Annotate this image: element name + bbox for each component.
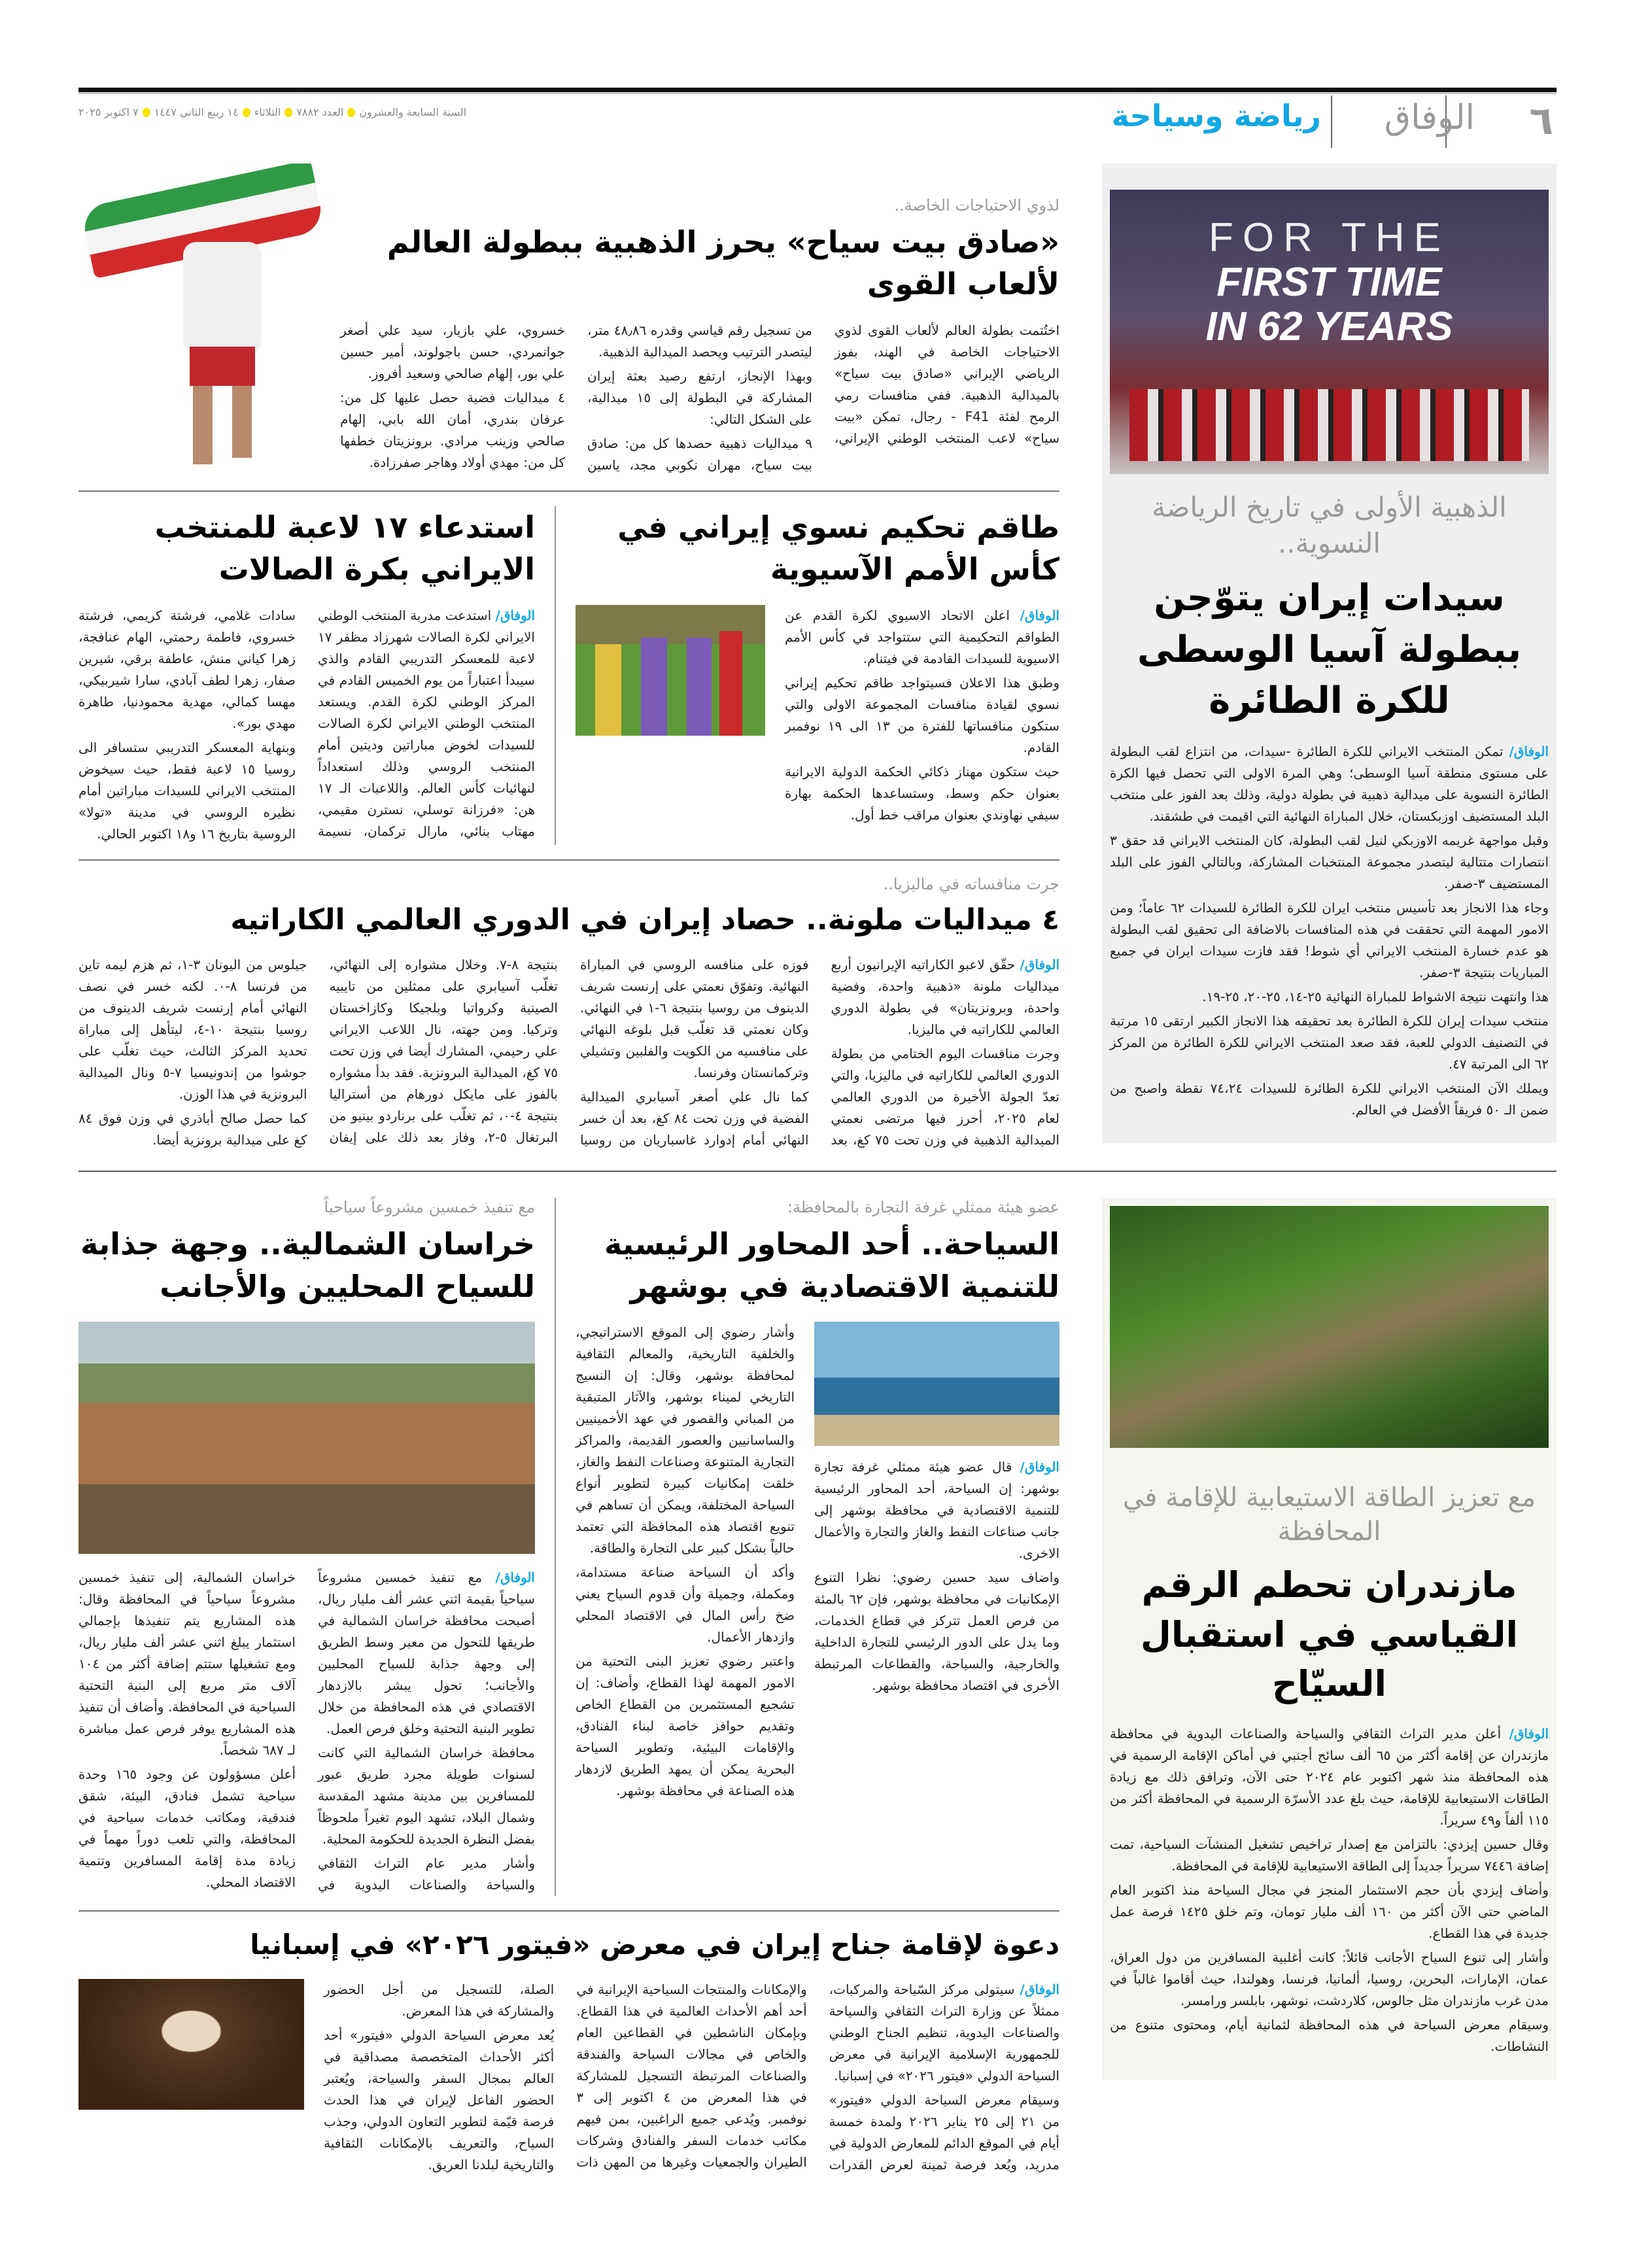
volleyball-headline: سيدات إيران يتوّجن ببطولة آسيا الوسطى للكرة الطائرة <box>1137 577 1522 722</box>
source-tag: الوفاق/ <box>1020 607 1059 623</box>
referees-headline: طاقم تحكيم نسوي إيراني في كأس الأمم الآسيوية <box>617 509 1059 587</box>
fitur-headline: دعوة لإقامة جناح إيران في معرض «فيتور ٢٠٢٦» في إسبانيا <box>250 1928 1059 1961</box>
page-number: ٦ <box>1529 98 1553 144</box>
bushehr-content <box>576 1322 1059 1804</box>
paragraph: وسيقام معرض السياحة الدولي «فيتور» من ٢١ إلى ٢٥ يناير ٢٠٢٦ ولمدة خمسة أيام في الموقع الدائم للمعارض الدولية في مدريد، ويُعد فرصة ثمينة لعرض القدرات والإمكانات والمنتجات السياحية الإيرانية في أحد أهم الأحداث العالمية في هذا القطاع. وبإمكان الناشطين في القطاعين العام والخاص في مجالات السياحة والفندقة والصناعات المرتبطة التسجيل للمشاركة في هذا المعرض من ٤ اكتوبر إلى ٣ نوفمبر. ويُدعى جميع الراغبين، بمن فيهم مكاتب خدمات السفر والفنادق وشركات الطيران والجمعيات وغيرها من المهن ذات الصلة، للتسجيل من أجل الحضور والمشاركة في هذا المعرض. <box>324 1981 1060 2173</box>
athletics-article <box>78 163 1059 476</box>
paragraph: وقال حسين إيزدي: بالتزامن مع إصدار تراخيص تشغيل المنشآت السياحية، تمت إضافة ٧٤٤٦ سريراً جديداً إلى الطاقة الاستيعابية للإقامة في المحافظة. <box>1110 1836 1549 1874</box>
karate-headline: ٤ ميداليات ملونة.. حصاد إيران في الدوري العالمي الكاراتيه <box>230 902 1059 936</box>
column-divider <box>555 506 556 845</box>
mazandaran-kicker: مع تعزيز الطاقة الاستيعابية للإقامة في المحافظة <box>1122 1483 1536 1547</box>
bushehr-kicker: عضو هيئة ممثلي غرفة التجارة بالمحافظة: <box>787 1198 1059 1217</box>
divider <box>78 859 1059 861</box>
referees-body <box>785 605 1059 829</box>
paragraph: اعلن الاتحاد الاسيوي لكرة القدم عن الطواقم التحكيمية التي ستتواجد في كأس الأمم الاسيوية للسيدات القادمة في فيتنام. <box>785 607 1059 666</box>
paragraph: اختُتمت بطولة العالم لألعاب القوى لذوي الاحتياجات الخاصة في الهند، بفوز الرياضي الإيراني «صادق بيت سياح» بالميدالية الذهبية. ففي منافسات رمي الرمح لفئة F41 - رجال، تمكن «بيت سياح» لاعب المنتخب الوطني الإيراني، من تسجيل رقم قياسي وقدره ٤٨٫٨٦ متر، ليتصدر الترتيب ويحصد الميدالية الذهبية. <box>587 322 1059 446</box>
mazandaran-body <box>1110 1723 1549 2057</box>
paragraph: وسيقام معرض السياحة في هذه المحافظة لثمانية أيام، ومحتوى متنوع من النشاطات. <box>1110 2016 1549 2054</box>
sports-section <box>78 163 1557 1151</box>
referees-content <box>576 605 1059 829</box>
section-title: رياضة وسياحة <box>1111 98 1321 133</box>
paragraph: أعلن مسؤولون عن وجود ١٦٥ وحدة سياحية تشمل فنادق، البيئة، شقق فندقية، ومكاتب خدمات سياحية في المحافظة، والتي تلعب دوراً مهماً في زيادة مدة إقامة المسافرين وتنمية الاقتصاد المحلي. <box>78 1766 296 1890</box>
paragraph: وبهذا الإنجاز، ارتفع رصيد بعثة إيران المشاركة في البطولة إلى ١٥ ميدالية، على الشكل التالي: <box>587 368 812 427</box>
source-tag: الوفاق/ <box>495 607 536 623</box>
page-content <box>78 0 1557 2215</box>
paragraph: استدعت مدربة المنتخب الوطني الايراني لكرة الصالات شهرزاد مظفر ١٧ لاعبة للمعسكر التدريبي القادم والذي سيبدأ اعتباراً من يوم الخميس القادم في المركز الوطني لكرة القدم. ويستعد المنتخب الوطني الايراني لكرة الصالات للسيدات لخوض مباراتين وديتين أمام المنتخب الروسي وذلك استعداداً لنهائيات كأس العالم. واللاعبات الـ ١٧ هن: «فرزانة توسلي، نسترن مقيمي، مهتاب بنائي، مارال تركمان، نسيمة سادات غلامي، فرشتة كريمي، فرشتة خسروي، فاطمة رحمتي، الهام عنافجة، زهرا كياني منش، عاطفة برقي، شيرين صفار، زهرا لطف آبادي، سارا شيربيكي، مهسا كمالي، مهدية محمودنيا، طاهرة مهدي بور». <box>78 607 535 839</box>
newspaper-logo: الوفاق <box>1384 98 1475 137</box>
source-tag: الوفاق/ <box>1020 1981 1059 1997</box>
paragraph: منتخب سيدات إيران للكرة الطائرة بعد تحقيقه هذا الانجاز الكبير ارتقى ١٥ مرتبة في التصنيف الدولي للعبة، فقد صعد المنتخب الايراني للكرة الطائرة من المركز ٦٢ الى المرتبة ٤٧. <box>1110 1013 1549 1073</box>
bushehr-body-left <box>576 1322 795 1804</box>
bushehr-right-column <box>814 1322 1059 1699</box>
karate-body <box>78 954 1059 1151</box>
paragraph: تمكن المنتخب الايراني للكرة الطائرة -سيدات، من انتزاع لقب البطولة على مستوى منطقة آسيا الوسطى؛ وهي المرة الاولى التي تحصل فيها الكرة الطائرة النسوية على ميدالية ذهبية في بطولة دولية، وذلك بعد الفوز على منتخب البلد المستضيف اوزبكستان، خلال المباراة النهائية التي اقيمت في طشقند. <box>1110 744 1549 825</box>
row-two <box>78 506 1059 845</box>
athletics-headline: «صادق بيت سياح» يحرز الذهبية ببطولة العالم لألعاب القوى <box>387 224 1059 302</box>
paragraph: ٩ ميداليات ذهبية حصدها كل من: صادق بيت سياح، مهران نكوبي مجد، ياسين خسروي، علي بازيار، سيد علي أصغر جوانمردي، حسن باجولوند، أمير حسين علي بور، إلهام صالحي وسعيد أفروز. <box>340 322 812 473</box>
futsal-headline: استدعاء ١٧ لاعبة للمنتخب الايراني بكرة الصالات <box>154 509 535 587</box>
paragraph: ٤ ميداليات فضية حصل عليها كل من: عرفان بندري، أمان الله بابي، إلهام صالحي وزينب مرادي. برونزيتان خطفها كل من: مهدي أولاد وهاجر صفرزادة. <box>340 389 565 470</box>
paragraph: كما حصل صالح أباذري في وزن فوق ٨٤ كغ على ميدالية برونزية أيضا. <box>78 1110 307 1148</box>
athletics-body <box>340 320 1059 476</box>
source-tag: الوفاق/ <box>1020 1458 1059 1475</box>
paragraph: وأشار إلى تنوع السياح الأجانب قائلاً: كانت أغلبية المسافرين من دول العراق، عمان، الإمارات، البحرين، روسيا، ألمانيا، فرنسا، وهولندا، حيث أقاموا غالباً في مدن غرب مازندران مثل جالوس، كلاردشت، نوشهر، بابلسر ورامسر. <box>1110 1949 1549 2008</box>
khorasan-headline: خراسان الشمالية.. وجهة جذابة للسياح المحليين والأجانب <box>80 1226 535 1304</box>
tourism-section <box>78 1198 1557 2176</box>
meta-hijri-date: ١٤ ربيع الثاني ١٤٤٧ <box>154 106 239 118</box>
paragraph: هذا وانتهت نتيجة الاشواط للمباراة النهائية ٢٥-١٤، ٢٥-٢٠، ٢٥-١٩. <box>1202 989 1549 1005</box>
bushehr-article <box>576 1198 1059 1804</box>
bushehr-body-right <box>814 1456 1059 1696</box>
paragraph: مع تنفيذ خمسين مشروعاً سياحياً بقيمة اثني عشر ألف مليار ريال، أصبحت محافظة خراسان الشمالية في طريقها للتحول من معبر وسط الطريق إلى وجهة جذابة للسياح المحليين والأجانب؛ تحول يبشر بالازدهار الاقتصادي في هذه المحافظة من خلال تطوير البنية التحتية وخلق فرص العمل. <box>318 1569 535 1736</box>
team-players <box>1129 389 1529 461</box>
khorasan-article <box>78 1198 535 1896</box>
paragraph: أعلن مدير التراث الثقافي والسياحة والصناعات اليدوية في محافظة مازندران عن إقامة أكثر من ٦٥ ألف سائح أجنبي في أماكن الإقامة الرسمية في هذه المحافظة منذ شهر اكتوبر عام ٢٠٢٤ حتى الآن، وترافق ذلك مع زيادة الطاقات الاستيعابية للإقامة، حيث بلغ عدد الأسرّة الرسمية في المحافظة أكثر من ١١٥ ألفاً و٤٩ سريراً. <box>1110 1725 1549 1828</box>
paragraph: واعتبر رضوي تعزيز البنى التحتية من الامور المهمة لهذا القطاع، وأضاف: إن تشجيع المستثمرين من القطاع الخاص وتقديم حوافز خاصة لبناء الفنادق، والإقامات البيئية، وتطوير السياحة البحرية يمكن أن يمهد الطريق لازدهار هذه الصناعة في محافظة بوشهر. <box>576 1653 795 1798</box>
paragraph: وأضاف إيزدي بأن حجم الاستثمار المنجز في مجال السياحة منذ اكتوبر العام الماضي حتى الآن أكثر من ١٦٠ ألف مليار تومان، وتم خلق ١٤٢٥ فرصة عمل جديدة في هذا القطاع. <box>1110 1881 1549 1941</box>
fitur-exhibition-photo <box>78 1979 304 2110</box>
divider <box>78 490 1059 492</box>
source-tag: الوفاق/ <box>1020 957 1060 973</box>
paragraph: ويملك الآن المنتخب الايراني للكرة الطائرة للسيدات ٧٤،٢٤ نقطة واصبح من ضمن الـ ٥٠ فريقاً الأفضل في العالم. <box>1110 1080 1549 1118</box>
karate-article <box>78 875 1059 1152</box>
volleyball-team-photo <box>1110 190 1549 474</box>
fitur-content <box>78 1979 1059 2176</box>
paragraph: واضاف سيد حسين رضوي: نظرا التنوع الإمكانيات في محافظة بوشهر، فإن ٦٢ بالمئة من فرص العمل تتركز في قطاع الخدمات، وما يدل على الدور الرئيسي للتجارة الداخلية والخارجية، والسياحة، والقطاعات المرتبطة الأخرى في اقتصاد محافظة بوشهر. <box>814 1569 1060 1693</box>
mazandaran-sidebar <box>1102 1198 1557 2080</box>
khorasan-body <box>78 1567 535 1896</box>
paragraph: وأشار مدير عام التراث الثقافي والسياحة والصناعات اليدوية في خراسان الشمالية، إلى تنفيذ خمسين مشروعاً سياحياً في المحافظة وقال: هذه المشاريع يتم تنفيذها بإجمالي استثمار يبلغ اثني عشر ألف مليار ريال، ومع تشغيلها ستتم إضافة أكثر من ١٠٤ آلاف متر مربع إلى البنية التحتية السياحية في المحافظة. وأضاف أن تنفيذ هذه المشاريع يوفر فرص عمل مباشرة لـ ٦٨٧ شخصاً. <box>78 1569 535 1893</box>
source-tag: الوفاق/ <box>495 1569 535 1585</box>
fitur-article <box>78 1926 1059 2176</box>
athlete-with-flag-photo <box>78 163 327 471</box>
paragraph: وأكد أن السياحة صناعة مستدامة، ومكملة، وجميلة وأن قدوم السياح يعني ضخ رأس المال في الاقتصاد المحلي وازدهار الأعمال. <box>576 1564 795 1645</box>
meta-issue: العدد ٧٨٨٢ <box>296 106 344 118</box>
futsal-body <box>78 605 535 845</box>
photo-caption-line: FIRST TIME <box>1216 260 1442 305</box>
khorasan-village-photo <box>78 1322 535 1554</box>
photo-caption-line: FOR THE <box>1209 215 1450 260</box>
referees-article <box>576 506 1059 829</box>
paragraph: وبنهاية المعسكر التدريبي ستسافر الى روسيا ١٥ لاعبة فقط، حيث سيخوض المنتخب الايراني للسيدات مباراتين أمام نظيره الروسي في مدينة «تولا» الروسية بتاريخ ١٦ و١٨ اكتوبر الحالي. <box>78 739 296 842</box>
futsal-article <box>78 506 535 845</box>
referees-photo <box>576 605 765 736</box>
meta-date: ٧ اكتوبر ٢٠٢٥ <box>78 106 139 118</box>
column-divider <box>555 1198 556 1896</box>
volleyball-body <box>1110 741 1549 1121</box>
meta-day: الثلاثاء <box>254 106 281 118</box>
bushehr-coast-photo <box>814 1322 1059 1446</box>
mazandaran-headline: مازندران تحطم الرقم القياسي في استقبال السيّاح <box>1141 1564 1518 1705</box>
sports-main <box>78 163 1059 1151</box>
section-divider <box>78 1171 1557 1172</box>
paragraph: محافظة خراسان الشمالية التي كانت لسنوات طويلة مجرد طريق عبور للمسافرين بين مدينة مشهد المقدسة وشمال البلاد، تشهد اليوم تغيراً ملحوظاً بفضل النظرة الجديدة للحكومة المحلية. <box>318 1744 535 1847</box>
tourism-row <box>78 1198 1059 1896</box>
fitur-body <box>324 1979 1059 2176</box>
paragraph: وقبل مواجهة غريمه الاوزبكي لنيل لقب البطولة، كان المنتخب الايراني قد حقق ٣ انتصارات متتالية ليتصدر مجموعة المنتخبات المشاركة، وبالتالي الفوز على البلد المستضيف ٣-صفر. <box>1110 833 1549 892</box>
volleyball-sidebar <box>1102 163 1557 1143</box>
paragraph: حقّق لاعبو الكاراتيه الإيرانيون أربع ميداليات ملونة «ذهبية واحدة، وفضية واحدة، وبرونزيتان» في بطولة الدوري العالمي للكاراتيه في ماليزيا. <box>831 957 1059 1038</box>
mazandaran-village-photo <box>1110 1206 1549 1448</box>
bushehr-headline: السياحة.. أحد المحاور الرئيسية للتنمية الاقتصادية في بوشهر <box>604 1226 1059 1304</box>
paragraph: يُعد معرض السياحة الدولي «فيتور» أحد أكثر الأحداث المتخصصة مصداقية في العالم بمجال السفر والسياحة، ويُعتبر الحضور الفاعل لإيران في هذا الحدث فرصة قيّمة لتطوير التعاون الدولي، وجذب السياح، والتعريف بالإمكانات الثقافية والتاريخية لبلدنا العريق. <box>324 2027 555 2173</box>
meta-year: السنة السابعة والعشرون <box>359 106 467 118</box>
source-tag: الوفاق/ <box>1509 1725 1549 1742</box>
paragraph: كما نال علي أصغر آسيابري الميدالية الفضية في وزن تحت ٨٤ كغ، بعد أن خسر النهائي أمام إدوارد غاسباريان من روسيا بنتيجة ٨-٧. وخلال مشواره إلى النهائي، تغلّب آسيابري على ممثلين من تايبيه الصينية وكرواتيا وبلجيكا وكازاخستان وتركيا. ومن جهته، نال اللاعب الايراني علي رحيمي، المشارك أيضا في وزن تحت ٧٥ كغ، الميدالية البرونزية. فقد بدأ مشواره بالفوز على مايكل دورهام من أستراليا بنتيجة ٤-٠، ثم تغلّب على برناردو بينيو من البرتغال ٥-٢، وفاز بعد ذلك على إيفان جيلوس من اليونان ٣-١، ثم هزم ليمه تاين من فرنسا ٨-٠. لكنه خسر في نصف النهائي أمام إرنست شريف الدينوف من روسيا بنتيجة ١٠-٤، ليتأهل إلى مباراة تحديد المركز الثالث، حيث تغلّب على جوشوا من إندونيسيا ٧-٥ ونال الميدالية البرونزية في هذا الوزن. <box>78 957 809 1148</box>
paragraph: وأشار رضوي إلى الموقع الاستراتيجي، والخلفية التاريخية، والمعالم الثقافية لمحافظة بوشهر، وقال: إن النسيج التاريخي لميناء بوشهر، والآثار المتبقية من المباني والقصور في عهد الأخمينيين والساسانيين والعصور القديمة، والمراكز التجارية المتنوعة وصناعات النفط والغاز، خلقت إمكانيات كبيرة لتطوير أنواع السياحة المختلفة، ويمكن أن تساهم في تنويع اقتصاد هذه المحافظة التي تعتمد حالياً بشكل كبير على التجارة والطاقة. <box>576 1324 795 1556</box>
khorasan-kicker: مع تنفيذ خمسين مشروعاً سياحياً <box>324 1198 535 1217</box>
athletics-kicker: لذوي الاحتياجات الخاصة.. <box>894 196 1059 215</box>
tourism-main <box>78 1198 1059 2176</box>
paragraph: قال عضو هيئة ممثلي غرفة تجارة بوشهر: إن السياحة، أحد المحاور الرئيسية للتنمية الاقتصادية في محافظة بوشهر إلى جانب صناعات النفط والغاز والتجارة والأعمال الاخرى. <box>814 1458 1059 1561</box>
volleyball-kicker: الذهبية الأولى في تاريخ الرياضة النسوية.. <box>1152 491 1507 559</box>
athletics-text <box>340 163 1059 476</box>
paragraph: وجاء هذا الانجاز بعد تأسيس منتخب ايران للكرة الطائرة للسيدات ٦٢ عاماً؛ ومن الامور المهمة التي تحققت في هذه المنافسات بالاضافة الى تحقيق لقب البطولة هو عدم خسارة المنتخب الايراني أي شوط! فقد فازت سيدات ايران في جميع المباريات بنتيجة ٣-صفر. <box>1110 900 1549 981</box>
bottom-spacer <box>78 2176 1557 2215</box>
paragraph: وجرت منافسات اليوم الختامي من بطولة الدوري العالمي للكاراتيه في ماليزيا، والتي تعدّ الجولة الأخيرة من الدوري العالمي لعام ٢٠٢٥، أحرز فيها مرتضى نعمتي الميدالية الذهبية في وزن تحت ٧٥ كغ، بعد فوزه على منافسه الروسي في المباراة النهائية. وتفوّق نعمتي على إرنست شريف الدينوف من روسيا بنتيجة ٦-١ في النهائي. وكان نعمتي قد تغلّب قبل بلوغه النهائي على منافسيه من الكويت والفلبين وتشيلي وتركمانستان وفرنسا. <box>580 957 1060 1148</box>
paragraph: سيتولى مركز السّياحة والمركبات، ممثلاً عن وزارة التراث الثقافي والسياحة والصناعات اليدوية، تنظيم الجناح الوطني للجمهورية الإسلامية الإيرانية في معرض السياحة الدولي «فيتور ٢٠٢٦» في إسبانيا. <box>829 1981 1059 2084</box>
paragraph: حيث ستكون مهناز ذكائي الحكمة الدولية الايرانية بعنوان حكم وسط، وستساعدها الحكمة بهارة سيفي نهاوندي بعنوان مراقب خط أول. <box>785 763 1059 823</box>
photo-caption-line: IN 62 YEARS <box>1205 304 1453 350</box>
source-tag: الوفاق/ <box>1509 744 1549 760</box>
karate-kicker: جرت منافساته في ماليزيا.. <box>883 874 1059 893</box>
divider <box>78 1910 1059 1912</box>
paragraph: وطبق هذا الاعلان فسيتواجد طاقم تحكيم إيراني نسوي لقيادة منافسات المجموعة الاولى والتي ستكون منافساتها للفترة من ١٣ الى ١٩ نوفمبر القادم. <box>785 674 1059 755</box>
